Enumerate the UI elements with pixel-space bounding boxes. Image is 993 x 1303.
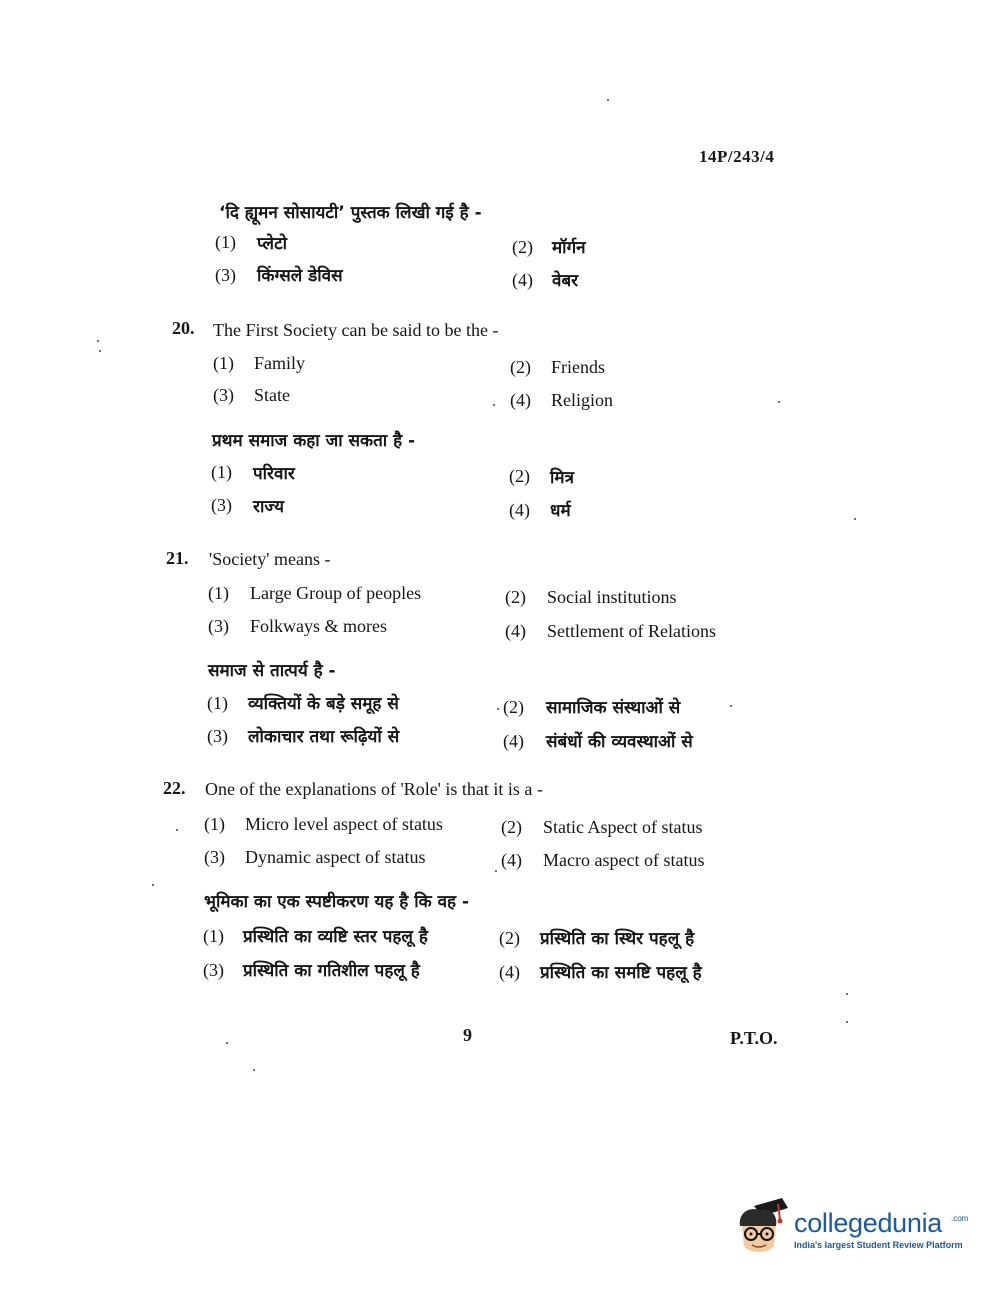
option-text-en: Dynamic aspect of status bbox=[245, 847, 426, 867]
option-number: (3) bbox=[207, 726, 228, 746]
option-number: (4) bbox=[499, 962, 520, 982]
option-text-en: Folkways & mores bbox=[250, 616, 387, 636]
question-number: 22. bbox=[163, 778, 186, 798]
brand-tagline: India's largest Student Review Platform bbox=[794, 1240, 963, 1250]
option-number: (2) bbox=[503, 697, 524, 717]
question-text-hi: भूमिका का एक स्पष्टीकरण यह है कि वह - bbox=[204, 892, 470, 912]
question-text-hi: ‘दि ह्यूमन सोसायटी’ पुस्तक लिखी गई है - bbox=[219, 203, 482, 223]
option-text-hi: धर्म bbox=[550, 501, 571, 521]
question-text-en: One of the explanations of 'Role' is that it is a - bbox=[205, 779, 543, 799]
option-text-hi: राज्य bbox=[253, 497, 284, 517]
option-number: (4) bbox=[512, 270, 533, 290]
option-number: (1) bbox=[213, 353, 234, 373]
option-text-en: Large Group of peoples bbox=[250, 583, 422, 603]
option-number: (4) bbox=[509, 500, 530, 520]
option-number: (2) bbox=[509, 466, 530, 486]
option-text-hi: लोकाचार तथा रूढ़ियों से bbox=[248, 727, 400, 747]
option-number: (4) bbox=[501, 850, 522, 870]
option-text-en: State bbox=[254, 385, 290, 405]
pto-label: P.T.O. bbox=[730, 1028, 778, 1048]
option-text-hi: परिवार bbox=[253, 464, 295, 484]
option-text-hi: संबंधों की व्यवस्थाओं से bbox=[546, 732, 693, 752]
option-text-hi: मित्र bbox=[550, 468, 574, 488]
option-number: (1) bbox=[208, 583, 229, 603]
option-number: (3) bbox=[213, 385, 234, 405]
question-number: 21. bbox=[166, 548, 189, 568]
option-text-en: Settlement of Relations bbox=[547, 621, 716, 641]
paper-code: 14P/243/4 bbox=[699, 147, 775, 166]
collegedunia-watermark bbox=[732, 1196, 972, 1262]
option-number: (1) bbox=[203, 926, 224, 946]
question-text-en: 'Society' means - bbox=[209, 549, 331, 569]
option-number: (3) bbox=[208, 616, 229, 636]
option-number: (2) bbox=[501, 817, 522, 837]
option-text-hi: व्यक्तियों के बड़े समूह से bbox=[248, 694, 399, 714]
option-number: (2) bbox=[512, 237, 533, 257]
option-number: (3) bbox=[204, 847, 225, 867]
question-text-hi: समाज से तात्पर्य है - bbox=[208, 661, 336, 681]
option-text-en: Social institutions bbox=[547, 587, 677, 607]
option-number: (2) bbox=[505, 587, 526, 607]
option-number: (3) bbox=[203, 960, 224, 980]
option-text-en: Micro level aspect of status bbox=[245, 814, 443, 834]
option-number: (1) bbox=[211, 462, 232, 482]
brand-name: collegedunia bbox=[794, 1208, 943, 1238]
brand-suffix: .com bbox=[951, 1214, 969, 1223]
option-number: (1) bbox=[215, 232, 236, 252]
option-number: (4) bbox=[510, 390, 531, 410]
option-text-hi: प्लेटो bbox=[257, 234, 288, 254]
question-text-hi: प्रथम समाज कहा जा सकता है - bbox=[212, 431, 416, 451]
option-text-hi: सामाजिक संस्थाओं से bbox=[546, 698, 681, 718]
option-text-hi: वेबर bbox=[552, 271, 579, 291]
option-number: (4) bbox=[505, 621, 526, 641]
option-text-hi: मॉर्गन bbox=[552, 238, 586, 258]
option-text-en: Macro aspect of status bbox=[543, 850, 705, 870]
option-number: (1) bbox=[204, 814, 225, 834]
option-text-hi: प्रस्थिति का व्यष्टि स्तर पहलू है bbox=[243, 927, 428, 947]
option-text-en: Static Aspect of status bbox=[543, 817, 703, 837]
option-text-hi: प्रस्थिति का स्थिर पहलू है bbox=[540, 929, 695, 949]
question-number: 20. bbox=[172, 318, 195, 338]
option-text-en: Friends bbox=[551, 357, 605, 377]
question-text-en: The First Society can be said to be the - bbox=[213, 320, 499, 340]
option-number: (4) bbox=[503, 731, 524, 751]
option-number: (3) bbox=[211, 495, 232, 515]
option-text-hi: प्रस्थिति का समष्टि पहलू है bbox=[540, 963, 702, 983]
student-mascot-icon bbox=[732, 1196, 792, 1258]
option-text-en: Family bbox=[254, 353, 306, 373]
option-text-hi: प्रस्थिति का गतिशील पहलू है bbox=[243, 961, 420, 981]
page-number: 9 bbox=[463, 1025, 472, 1045]
option-number: (2) bbox=[499, 928, 520, 948]
option-number: (2) bbox=[510, 357, 531, 377]
option-text-en: Religion bbox=[551, 390, 613, 410]
option-number: (3) bbox=[215, 265, 236, 285]
option-number: (1) bbox=[207, 693, 228, 713]
option-text-hi: किंग्सले डेविस bbox=[257, 266, 343, 286]
